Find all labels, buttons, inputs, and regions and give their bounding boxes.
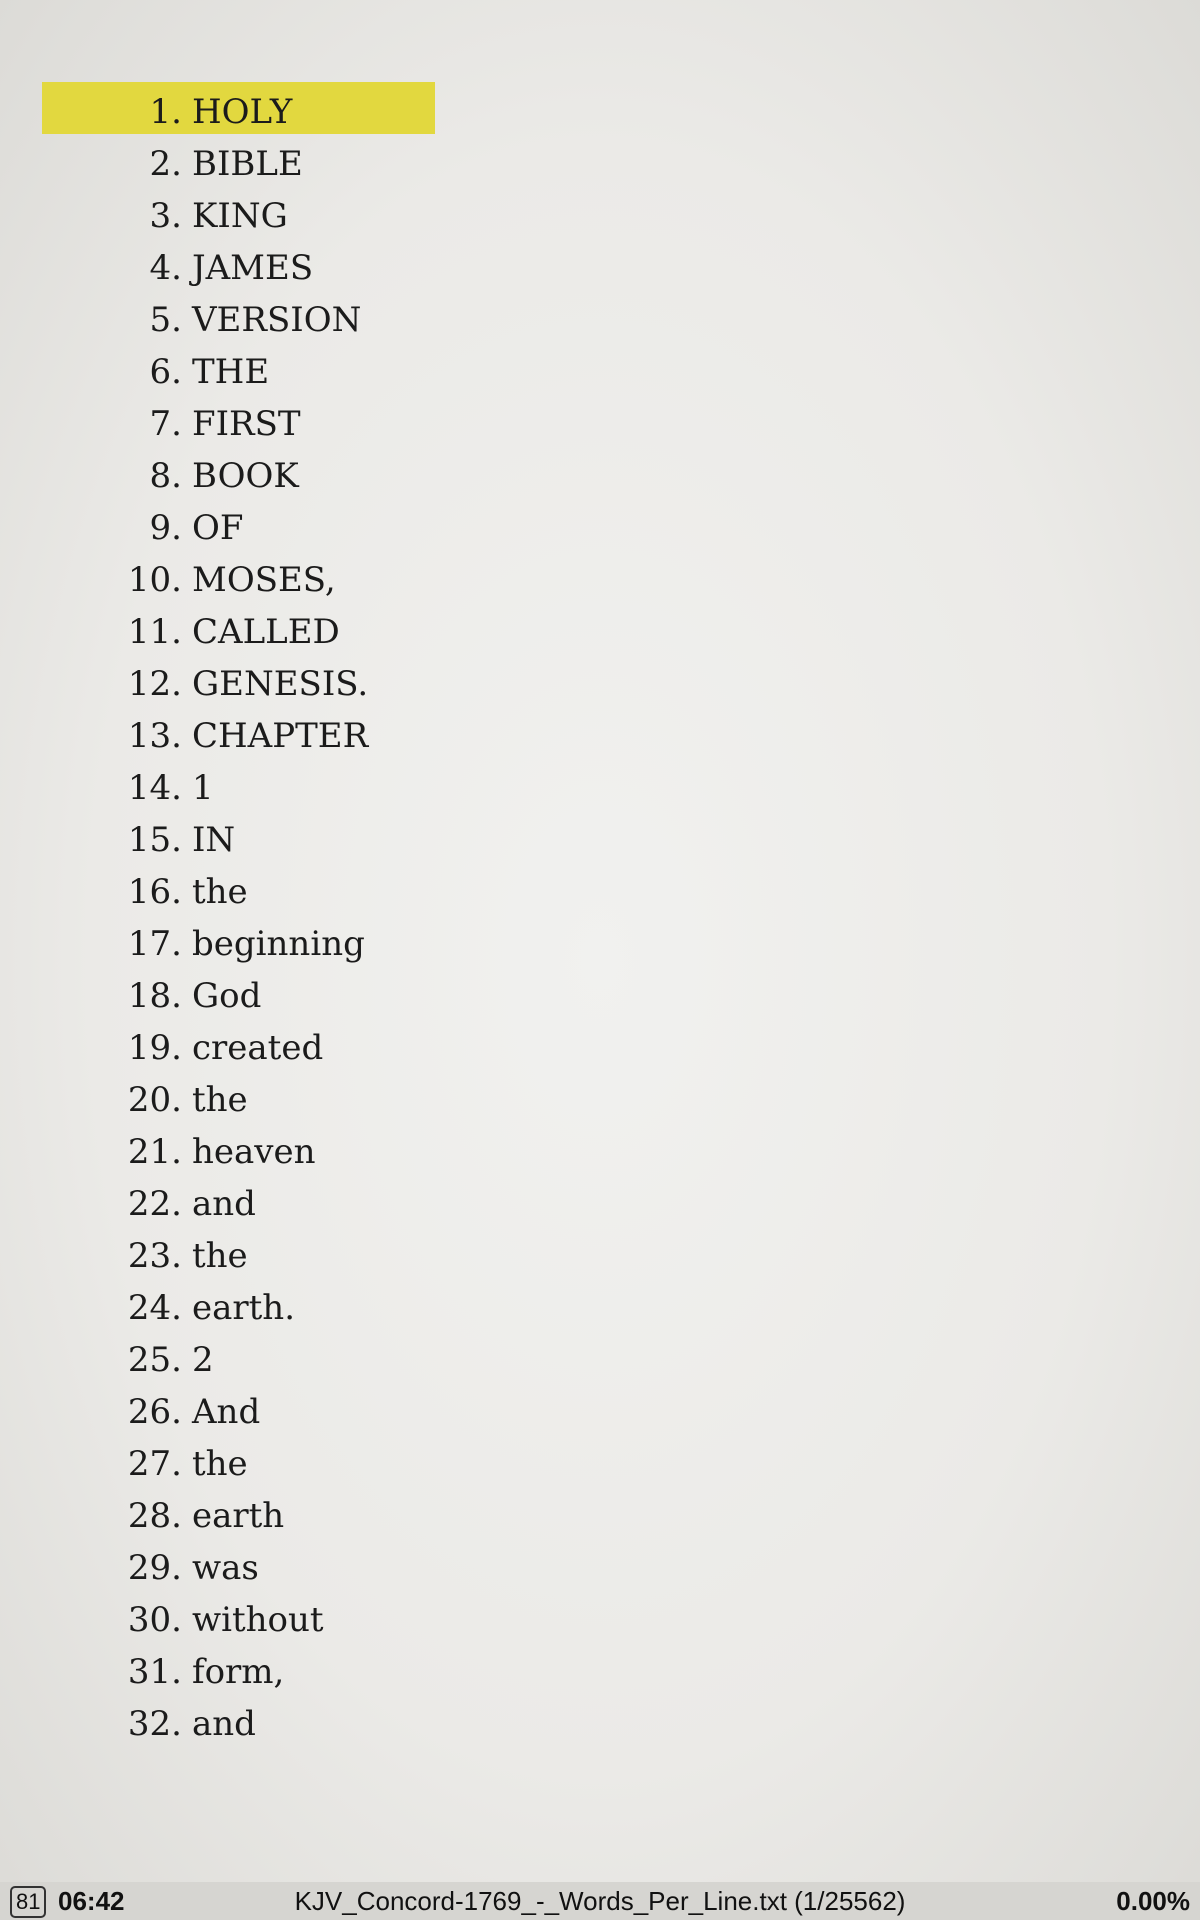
status-bar xyxy=(0,1882,1200,1920)
line-word: BIBLE xyxy=(192,144,303,184)
text-line xyxy=(0,1022,368,1074)
text-line xyxy=(0,242,368,294)
text-line xyxy=(0,1282,368,1334)
text-line xyxy=(0,294,368,346)
text-line xyxy=(0,1646,368,1698)
line-word: KING xyxy=(192,196,288,236)
line-number: 31. xyxy=(127,1652,182,1692)
text-line xyxy=(0,554,368,606)
battery-level: 81 xyxy=(10,1886,46,1918)
line-word: VERSION xyxy=(192,300,362,340)
line-word: heaven xyxy=(192,1132,316,1172)
text-line xyxy=(0,1594,368,1646)
text-line xyxy=(0,190,368,242)
line-number: 10. xyxy=(127,560,182,600)
line-word: earth. xyxy=(192,1288,296,1328)
line-number: 28. xyxy=(127,1496,182,1536)
line-word: IN xyxy=(192,820,236,860)
line-number: 16. xyxy=(127,872,182,912)
line-word: God xyxy=(192,976,262,1016)
reading-progress: 0.00% xyxy=(1116,1886,1190,1916)
line-word: HOLY xyxy=(192,92,293,132)
line-number: 1. xyxy=(149,92,182,132)
line-word: the xyxy=(192,1444,248,1484)
text-line xyxy=(0,658,368,710)
line-number: 4. xyxy=(149,248,182,288)
text-line xyxy=(0,918,368,970)
line-number: 21. xyxy=(127,1132,182,1172)
line-number: 2. xyxy=(149,144,182,184)
line-word: GENESIS. xyxy=(192,664,369,704)
line-word: And xyxy=(192,1392,261,1432)
text-line xyxy=(0,138,368,190)
text-line xyxy=(0,970,368,1022)
line-word: beginning xyxy=(192,924,365,964)
line-word: without xyxy=(192,1600,324,1640)
line-number: 27. xyxy=(127,1444,182,1484)
text-line xyxy=(0,1178,368,1230)
text-line xyxy=(0,1698,368,1750)
line-word: OF xyxy=(192,508,244,548)
word-list xyxy=(0,86,368,1750)
line-number: 5. xyxy=(149,300,182,340)
text-line xyxy=(0,710,368,762)
line-number: 7. xyxy=(149,404,182,444)
line-number: 23. xyxy=(127,1236,182,1276)
text-line xyxy=(0,606,368,658)
text-line xyxy=(0,450,368,502)
line-word: form, xyxy=(192,1652,285,1692)
line-word: THE xyxy=(192,352,270,392)
line-number: 20. xyxy=(127,1080,182,1120)
line-number: 30. xyxy=(127,1600,182,1640)
text-line xyxy=(0,1542,368,1594)
text-line xyxy=(0,1230,368,1282)
text-line xyxy=(0,866,368,918)
text-line xyxy=(0,1074,368,1126)
line-word: 2 xyxy=(192,1340,214,1380)
line-number: 9. xyxy=(149,508,182,548)
line-number: 32. xyxy=(127,1704,182,1744)
text-line xyxy=(0,814,368,866)
line-word: JAMES xyxy=(192,248,314,288)
line-number: 11. xyxy=(127,612,182,652)
line-word: the xyxy=(192,1080,248,1120)
text-line xyxy=(0,1126,368,1178)
line-word: was xyxy=(192,1548,259,1588)
line-word: CALLED xyxy=(192,612,340,652)
line-word: 1 xyxy=(192,768,214,808)
line-word: earth xyxy=(192,1496,285,1536)
line-word: CHAPTER xyxy=(192,716,369,756)
line-number: 3. xyxy=(149,196,182,236)
line-number: 25. xyxy=(127,1340,182,1380)
line-word: MOSES, xyxy=(192,560,336,600)
clock-time: 06:42 xyxy=(58,1886,125,1916)
text-line xyxy=(0,346,368,398)
line-number: 24. xyxy=(127,1288,182,1328)
text-line xyxy=(0,1490,368,1542)
line-word: created xyxy=(192,1028,324,1068)
line-number: 19. xyxy=(127,1028,182,1068)
line-number: 15. xyxy=(127,820,182,860)
text-line xyxy=(0,1334,368,1386)
line-number: 26. xyxy=(127,1392,182,1432)
line-word: BOOK xyxy=(192,456,299,496)
text-line xyxy=(0,1386,368,1438)
line-number: 8. xyxy=(149,456,182,496)
line-number: 29. xyxy=(127,1548,182,1588)
line-number: 18. xyxy=(127,976,182,1016)
line-word: and xyxy=(192,1704,256,1744)
line-number: 17. xyxy=(127,924,182,964)
text-line xyxy=(0,86,368,138)
line-number: 14. xyxy=(127,768,182,808)
text-line xyxy=(0,1438,368,1490)
line-number: 22. xyxy=(127,1184,182,1224)
line-number: 13. xyxy=(127,716,182,756)
line-word: FIRST xyxy=(192,404,301,444)
line-word: and xyxy=(192,1184,256,1224)
line-number: 6. xyxy=(149,352,182,392)
text-line xyxy=(0,762,368,814)
line-number: 12. xyxy=(127,664,182,704)
line-word: the xyxy=(192,1236,248,1276)
text-line xyxy=(0,502,368,554)
file-name-page-count: KJV_Concord-1769_-_Words_Per_Line.txt (1/25562) xyxy=(294,1886,906,1916)
line-word: the xyxy=(192,872,248,912)
text-line xyxy=(0,398,368,450)
